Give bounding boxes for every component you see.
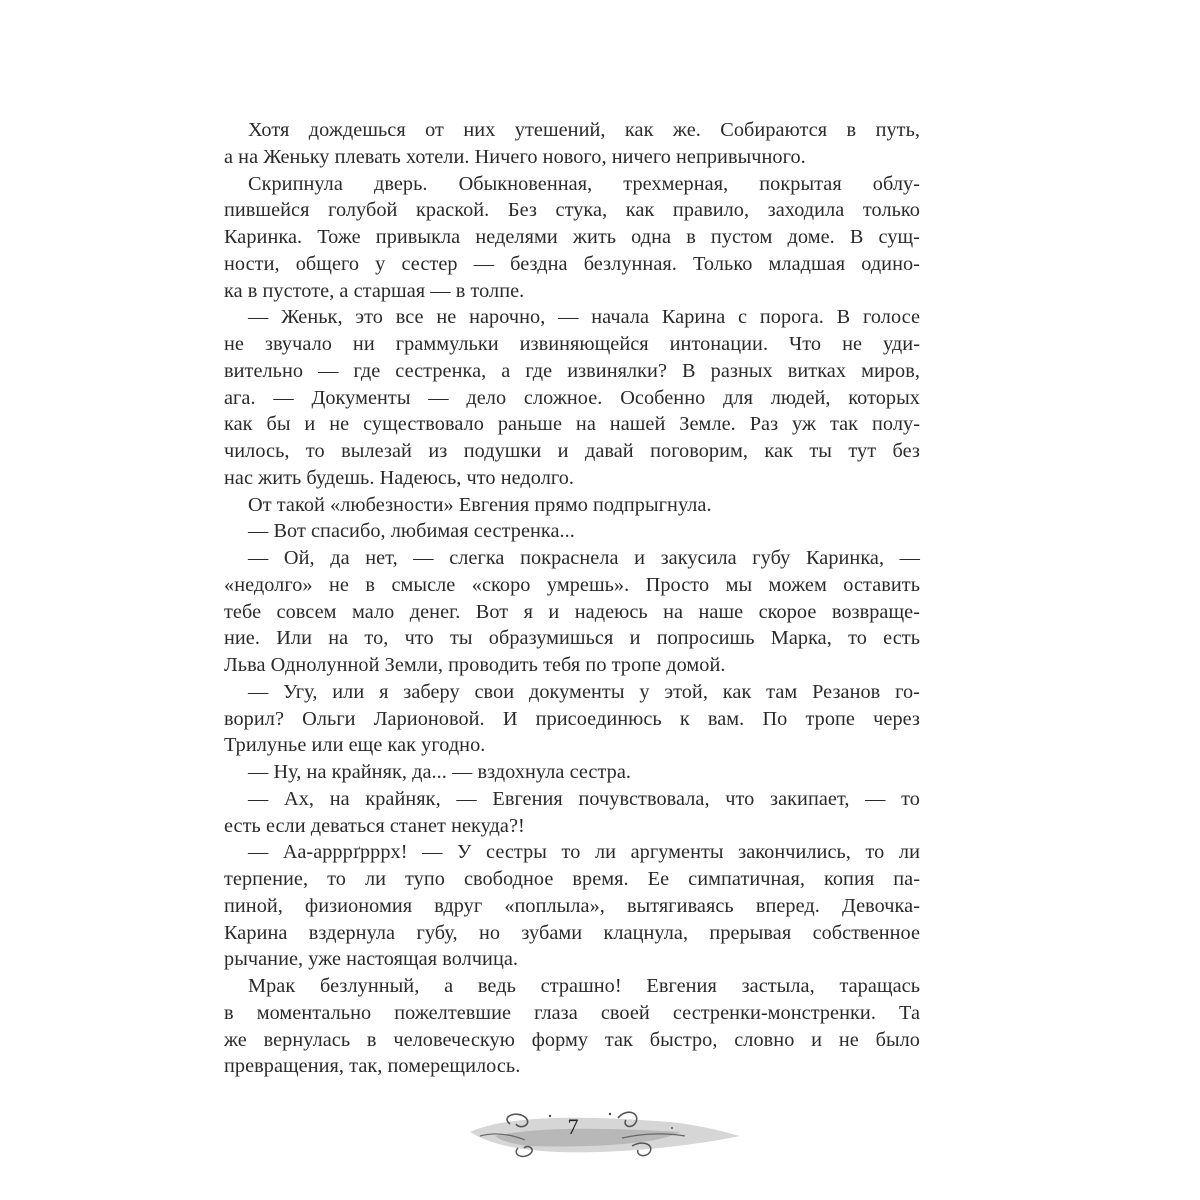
text-line: Мрак безлунный, а ведь страшно! Евгения застыла, таращась [248,975,920,997]
text-line: ка в пустоте, а старшая — в толпе. [224,279,525,302]
text-line: а на Женьку плевать хотели. Ничего нового, ничего непривычного. [224,145,806,168]
text-line: пившейся голубой краской. Без стука, как правило, заходила только [224,199,920,222]
text-line: «недолго» не в смысле «скоро умрешь». Просто мы можем оставить [224,573,920,596]
text-line: Карина вздернула губу, но зубами клацнула, прерывая собственное [224,921,920,944]
text-line: чилось, то вылезай из подушки и давай поговорим, как ты тут без [224,440,920,462]
text-line: есть если деваться станет некуда?! [224,814,525,837]
text-line: рычание, уже настоящая волчица. [224,948,519,971]
text-line: Каринка. Тоже привыкла неделями жить одна в пустом доме. В сущ- [224,226,920,248]
page-number: 7 [567,1114,579,1139]
folio-ornament [440,1092,760,1168]
text-line: От такой «любезности» Евгения прямо подпрыгнула. [248,493,712,516]
text-line: Трилунье или еще как угодно. [224,734,486,757]
text-line: вительно — где сестренка, а где извинялки? В разных витках миров, [224,359,920,382]
text-line: нас жить будешь. Надеюсь, что недолго. [224,466,575,489]
text-line: Скрипнула дверь. Обыкновенная, трехмерная, покрытая облу- [248,172,920,195]
text-line: ние. Или на то, что ты образумишься и попросишь Марка, то есть [224,627,920,650]
text-line: — Аа-арррґрррх! — У сестры то ли аргументы закончились, то ли [248,841,920,864]
text-line: тебе совсем мало денег. Вот я и надеюсь на наше скорое возвраще- [224,600,920,623]
text-line: ага. — Документы — дело сложное. Особенно для людей, которых [224,386,920,409]
body-text [224,117,920,1080]
text-line: — Женьк, это все не нарочно, — начала Карина с порога. В голосе [248,306,920,329]
text-line: терпение, то ли тупо свободное время. Ее симпатичная, копия па- [224,868,920,890]
text-line: — Угу, или я заберу свои документы у этой, как там Резанов го- [248,680,920,703]
text-line: не звучало ни граммульки извиняющейся интонации. Что не уди- [224,333,920,355]
text-line: — Ой, да нет, — слегка покраснела и закусила губу Каринка, — [248,547,920,569]
text-line: как бы и не существовало раньше на нашей Земле. Раз уж так полу- [224,413,920,436]
text-line: Хотя дождешься от них утешений, как же. Собираются в путь, [248,119,920,141]
text-line: ности, общего у сестер — бездна безлунная. Только младшая одино- [224,252,920,275]
text-line: пиной, физиономия вдруг «поплыла», вытягиваясь вперед. Девочка- [224,894,920,917]
text-line: — Вот спасибо, любимая сестренка... [248,520,575,543]
text-line: в моментально пожелтевшие глаза своей сестренки-монстренки. Та [224,1001,920,1024]
text-line: Льва Однолунной Земли, проводить тебя по тропе домой. [224,654,726,676]
text-line: — Ну, на крайняк, да... — вздохнула сестра. [248,761,631,783]
text-line: превращения, так, померещилось. [224,1055,521,1078]
text-line: — Ах, на крайняк, — Евгения почувствовала, что закипает, — то [248,787,920,810]
text-line: же вернулась в человеческую форму так быстро, словно и не было [224,1028,920,1051]
text-line: ворил? Ольги Ларионовой. И присоединюсь к вам. По тропе через [224,707,920,730]
